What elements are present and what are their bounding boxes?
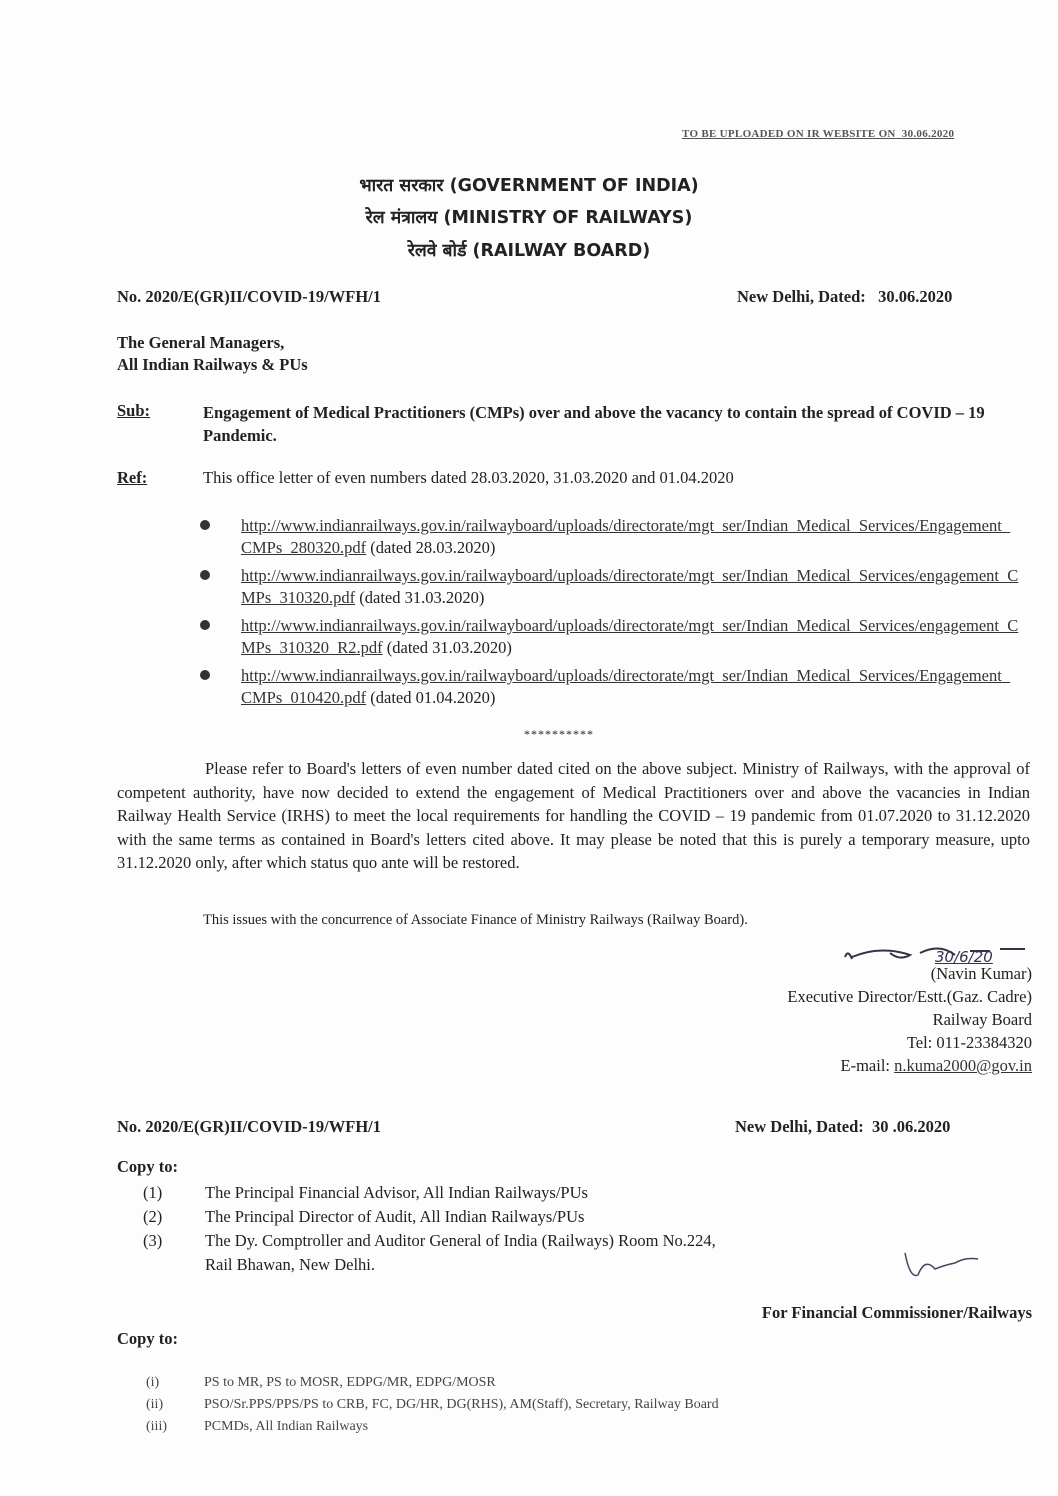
separator: ********** [524,727,594,741]
item-number: (ii) [146,1397,164,1412]
item-text: PCMDs, All Indian Railways [204,1419,369,1434]
bullet-icon [200,670,210,680]
item-text: PS to MR, PS to MOSR, EDPG/MR, EDPG/MOSR [204,1375,496,1390]
list-item [146,1372,719,1394]
subject-label: Sub: [117,401,151,420]
upload-note [682,128,954,140]
email-link[interactable]: n.kuma2000@gov.in [894,1056,1032,1075]
link[interactable]: http://www.indianrailways.gov.in/railwayboard/uploads/directorate/mgt_ser/Indian_Medical_Services/Engagement_CMPs_280320.pdf [241,516,1011,557]
bullet-icon [200,570,210,580]
item-text: The Principal Financial Advisor, All Indian Railways/PUs [205,1183,588,1202]
link[interactable]: http://www.indianrailways.gov.in/railwayboard/uploads/directorate/mgt_ser/Indian_Medical_Services/engagement_CMPs_310320.pdf [241,566,1019,607]
link-date: (dated 28.03.2020) [370,538,496,557]
copy-list [143,1181,716,1277]
item-number: (iii) [146,1419,167,1434]
signatory-office: Railway Board [932,1010,1032,1029]
link-date: (dated 01.04.2020) [370,688,496,707]
list-item [200,515,1020,559]
signatory-block [787,962,1032,1077]
item-number: (1) [143,1183,163,1202]
bullet-icon [200,520,210,530]
copy-list-2 [146,1372,719,1438]
addressee-line1: The General Managers, [117,333,285,352]
signatory-name: (Navin Kumar) [930,964,1032,983]
upload-note-label: TO BE UPLOADED ON IR WEBSITE ON [682,128,896,140]
header-ministry: रेल मंत्रालय (MINISTRY OF RAILWAYS) [365,208,693,228]
link[interactable]: http://www.indianrailways.gov.in/railwayboard/uploads/directorate/mgt_ser/Indian_Medical_Services/Engagement_CMPs_010420.pdf [241,666,1011,707]
reference-number: No. 2020/E(GR)II/COVID-19/WFH/1 [117,287,381,306]
signature-date: 30/6/20 [935,948,993,966]
list-item [143,1181,716,1205]
header-board: रेलवे बोर्ड (RAILWAY BOARD) [407,241,651,261]
initials-signature-icon [900,1245,990,1285]
item-text: Rail Bhawan, New Delhi. [205,1255,376,1274]
signatory-email [787,1054,1032,1077]
item-number: (i) [146,1375,160,1390]
link-date: (dated 31.03.2020) [386,638,512,657]
list-item [146,1394,719,1416]
addressee-line2: All Indian Railways & PUs [117,355,308,374]
concurrence-note: This issues with the concurrence of Associate Finance of Ministry Railways (Railway Board). [203,912,748,928]
item-number: (2) [143,1207,163,1226]
copy-dated-label: New Delhi, Dated: [735,1117,864,1136]
list-item [200,565,1020,609]
copy-dated [735,1117,950,1137]
header-government: भारत सरकार (GOVERNMENT OF INDIA) [359,176,699,196]
copy-to-label: Copy to: [117,1157,178,1176]
list-item [200,665,1020,709]
dated-label: New Delhi, Dated: [737,287,866,306]
reference-text: This office letter of even numbers dated 28.03.2020, 31.03.2020 and 01.04.2020 [203,468,734,487]
list-item [146,1416,719,1438]
bullet-icon [200,620,210,630]
for-financial-commissioner: For Financial Commissioner/Railways [761,1303,1032,1322]
reference-label: Ref: [117,468,148,487]
copy-to-label-2: Copy to: [117,1329,178,1348]
list-item [143,1205,716,1229]
copy-reference-number: No. 2020/E(GR)II/COVID-19/WFH/1 [117,1117,381,1136]
reference-links [200,515,1020,715]
item-text: PSO/Sr.PPS/PPS/PS to CRB, FC, DG/HR, DG(RHS), AM(Staff), Secretary, Railway Board [204,1397,719,1412]
subject-text: Engagement of Medical Practitioners (CMPs) over and above the vacancy to contain the spread of COVID – 19 Pandemic. [203,403,985,445]
item-text: The Principal Director of Audit, All Indian Railways/PUs [205,1207,585,1226]
copy-dated-value: 30 .06.2020 [872,1117,951,1136]
link-date: (dated 31.03.2020) [359,588,485,607]
list-item [200,615,1020,659]
list-item-continuation [143,1253,716,1277]
signatory-tel: Tel: 011-23384320 [906,1033,1032,1052]
list-item [143,1229,716,1253]
signatory-designation: Executive Director/Estt.(Gaz. Cadre) [787,987,1032,1006]
link[interactable]: http://www.indianrailways.gov.in/railwayboard/uploads/directorate/mgt_ser/Indian_Medical_Services/engagement_CMPs_310320_R2.pdf [241,616,1019,657]
email-label: E-mail: [840,1056,890,1075]
dated-value: 30.06.2020 [878,287,953,306]
body-paragraph: Please refer to Board's letters of even number dated cited on the above subject. Ministry of Railways, with the approval of competent authority, have now decided to extend the engagement of Medical Practitioners over and above the vacancies in Indian Railway Health Service (IRHS) to meet the local requirements for handling the COVID – 19 pandemic from 01.07.2020 to 31.12.2020 with the same terms as contained in Board's letters cited above. It may please be noted that this is purely a temporary measure, upto 31.12.2020 only, after which status quo ante will be restored. [117,759,1030,872]
item-text: The Dy. Comptroller and Auditor General of India (Railways) Room No.224, [205,1231,716,1250]
item-number: (3) [143,1231,163,1250]
upload-note-date: 30.06.2020 [901,128,955,140]
dated [737,287,952,307]
